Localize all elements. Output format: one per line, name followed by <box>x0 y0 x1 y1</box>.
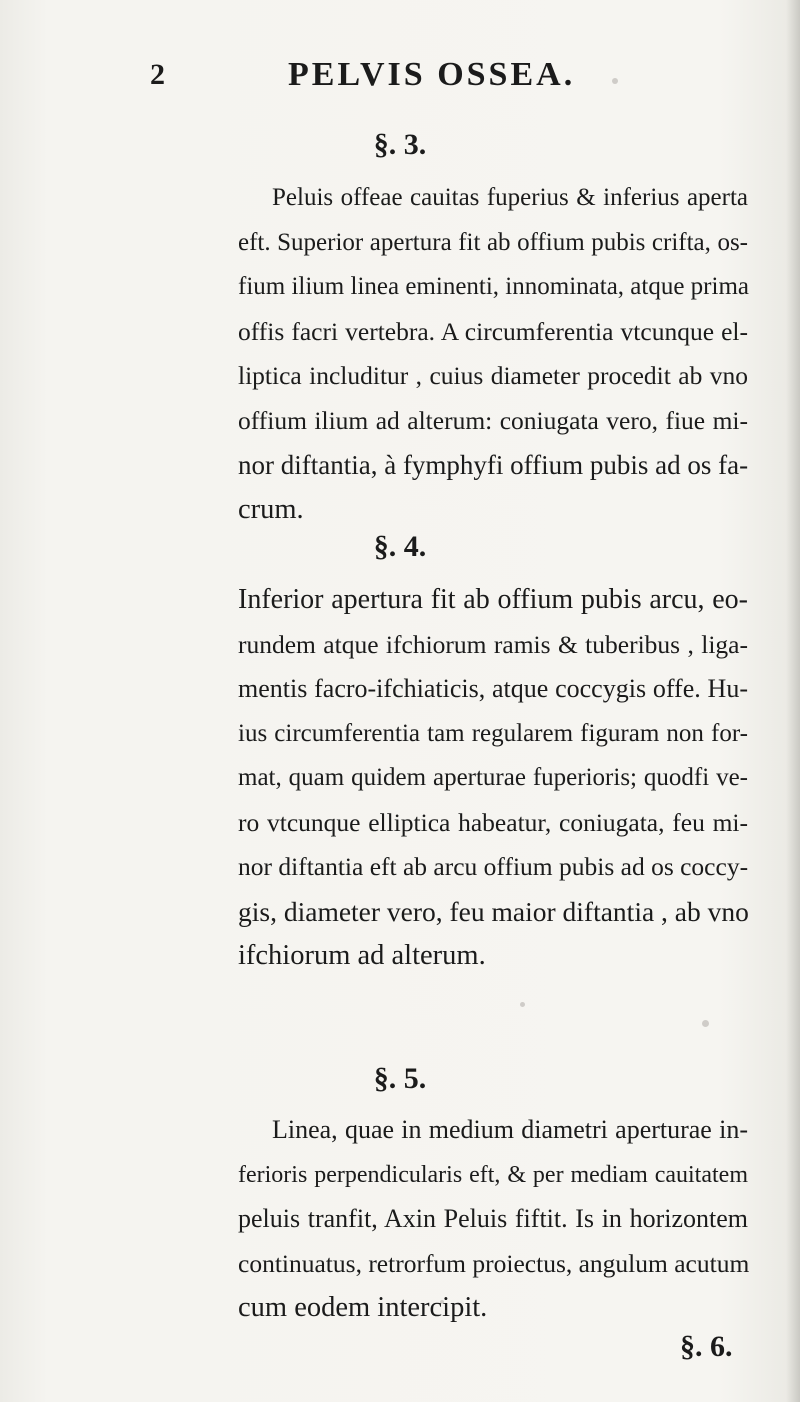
text-line: cum eodem intercipit. <box>238 1292 488 1323</box>
text-line: liptica includitur , cuius diameter procedit ab vno <box>238 361 748 390</box>
text-line: offium ilium ad alterum: coniugata vero, fiue mi- <box>238 405 748 435</box>
text-line: offis facri vertebra. A circumferentia vtcunque el- <box>238 316 748 346</box>
text-line: mentis facro-ifchiaticis, atque coccygis offe. Hu- <box>238 674 748 703</box>
text-line: peluis tranfit, Axin Peluis fiftit. Is in horizontem <box>238 1204 748 1233</box>
text-line: eft. Superior apertura fit ab offium pubis crifta, os- <box>238 228 748 256</box>
text-line: ifchiorum ad alterum. <box>238 940 486 971</box>
section-number-3: §. 3. <box>373 128 427 161</box>
text-line: ro vtcunque elliptica habeatur, coniugata, feu mi- <box>238 807 748 837</box>
text-line: crum. <box>238 493 304 525</box>
text-line: ferioris perpendicularis eft, & per mediam cauitatem <box>238 1161 748 1188</box>
text-line: mat, quam quidem aperturae fuperioris; quodfi ve- <box>238 764 748 791</box>
section-5-paragraph <box>238 1108 748 1331</box>
paper-speck <box>440 1300 444 1304</box>
text-line: Peluis offeae cauitas fuperius & inferius aperta <box>272 184 748 211</box>
paper-speck <box>612 78 618 84</box>
paper-speck <box>702 1020 709 1027</box>
catchword: §. 6. <box>680 1330 733 1363</box>
text-line: fium ilium linea eminenti, innominata, atque prima <box>238 273 749 300</box>
section-number-4: §. 4. <box>373 530 427 563</box>
text-line: nor diftantia eft ab arcu offium pubis ad os coccy- <box>238 852 749 881</box>
text-line: rundem atque ifchiorum ramis & tuberibus , liga- <box>238 629 748 659</box>
section-number-5: §. 5. <box>373 1062 427 1095</box>
text-line: Inferior apertura fit ab offium pubis arcu, eo- <box>238 584 748 615</box>
section-4-paragraph <box>238 578 748 979</box>
text-line: continuatus, retrorfum proiectus, angulum acutum <box>238 1248 750 1278</box>
running-head: PELVIS OSSEA. <box>288 56 576 93</box>
text-line: gis, diameter vero, feu maior diftantia , ab vno <box>238 895 749 927</box>
text-line: ius circumferentia tam regularem figuram non for- <box>238 719 748 747</box>
page-number: 2 <box>150 58 165 91</box>
section-3-paragraph <box>238 176 748 532</box>
paper-speck <box>520 1002 525 1007</box>
page-edge-shadow <box>786 0 800 1402</box>
text-line: nor diftantia, à fymphyfi offium pubis ad os fa- <box>238 450 749 480</box>
text-line: Linea, quae in medium diametri aperturae in- <box>272 1115 748 1144</box>
page-header <box>0 52 800 102</box>
